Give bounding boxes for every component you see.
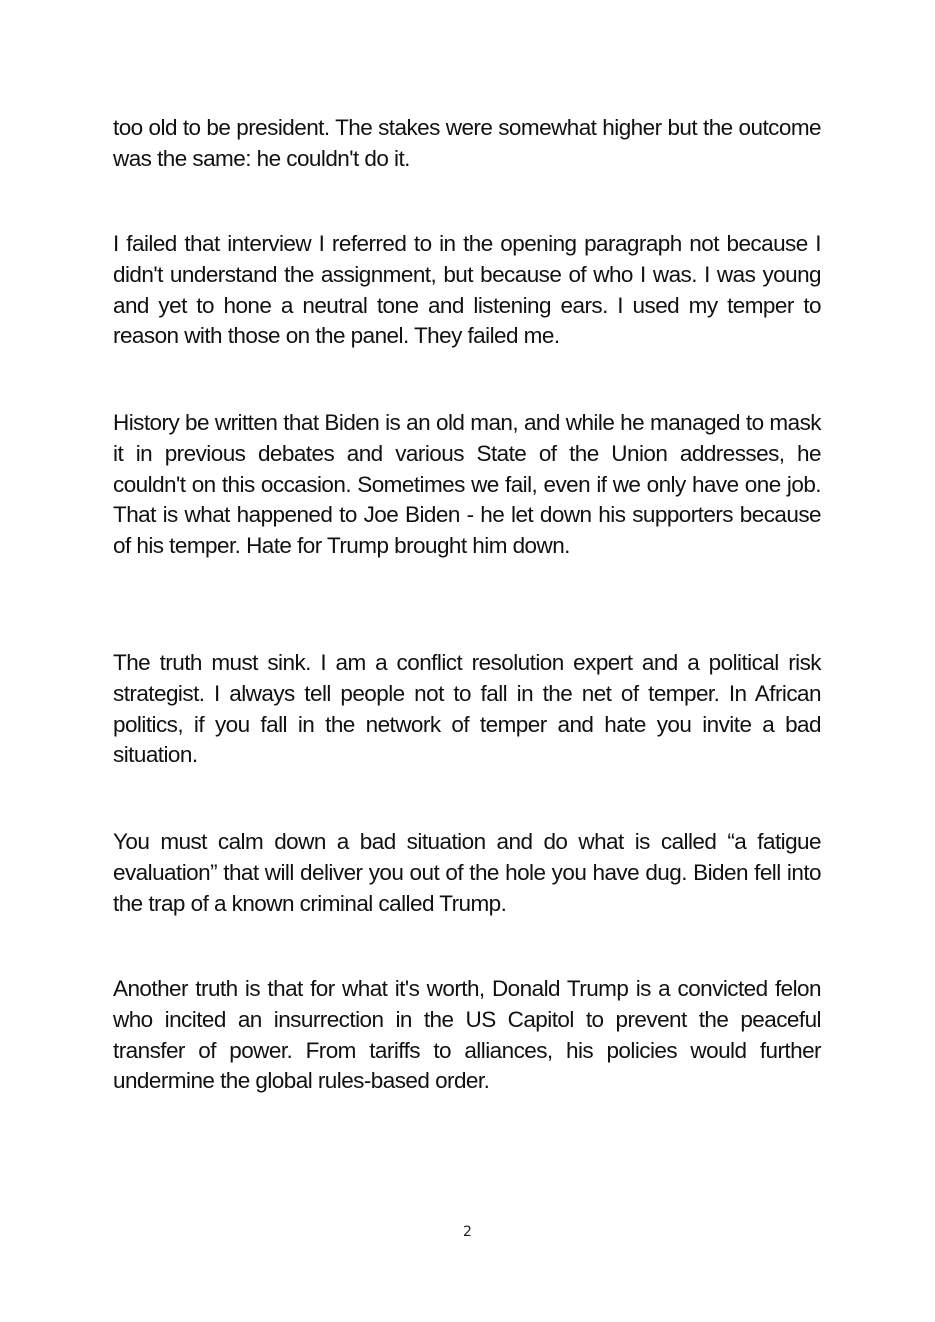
paragraph-history-biden: History be written that Biden is an old man, and while he managed to mask it in previous debates and various State of the Union addresses, he couldn't on this occasion. Sometimes we fail, even if we only have one job. That is what happened to Joe Biden - he let down his supporters because of his temper. Hate for Trump brought him down. — [113, 410, 821, 559]
page-number: 2 — [463, 1224, 472, 1240]
paragraph-continuation: too old to be president. The stakes were somewhat higher but the outcome was the same: he couldn't do it. — [113, 115, 821, 171]
paragraph-calm-down: You must calm down a bad situation and do what is called “a fatigue evaluation” that will deliver you out of the hole you have dug. Biden fell into the trap of a known criminal called Trump. — [113, 829, 821, 916]
paragraph-truth-must-sink: The truth must sink. I am a conflict resolution expert and a political risk strategist. I always tell people not to fall in the net of temper. In African politics, if you fall in the network of temper and hate you invite a bad situation. — [113, 650, 821, 768]
paragraph-another-truth: Another truth is that for what it's worth, Donald Trump is a convicted felon who incited an insurrection in the US Capitol to prevent the peaceful transfer of power. From tariffs to alliances, his policies would further undermine the global rules-based order. — [113, 976, 821, 1094]
paragraph-failed-interview: I failed that interview I referred to in the opening paragraph not because I didn't understand the assignment, but because of who I was. I was young and yet to hone a neutral tone and listening ears. I used my temper to reason with those on the panel. They failed me. — [113, 231, 821, 349]
